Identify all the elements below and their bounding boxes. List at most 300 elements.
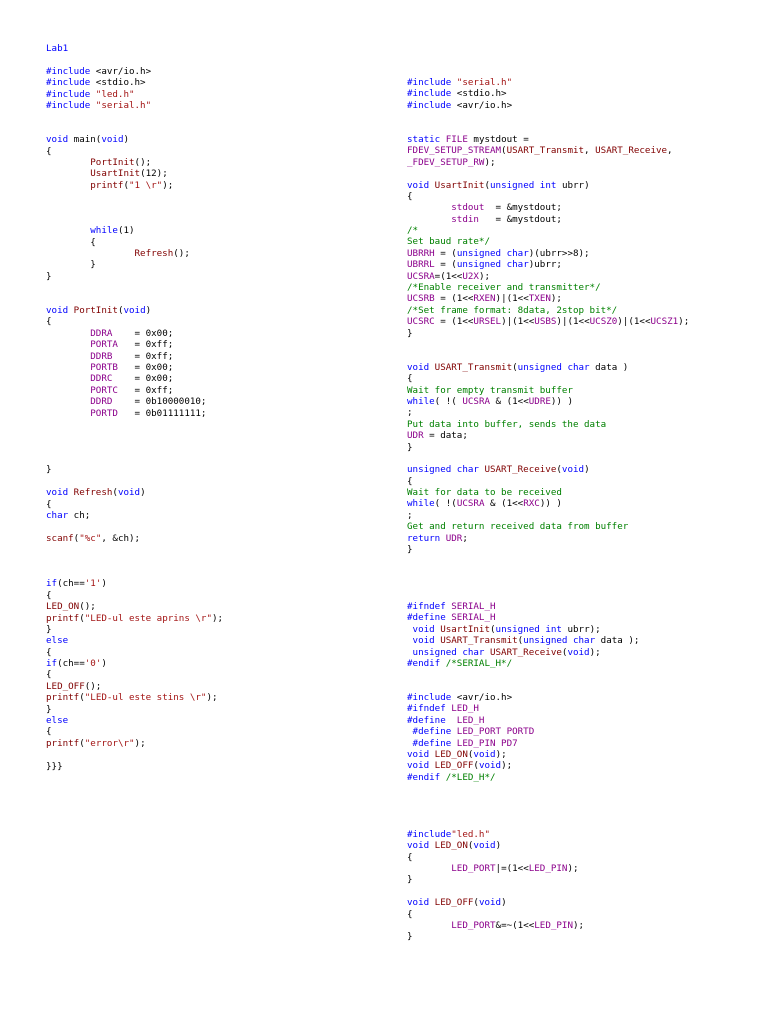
code-token: "LED-ul este aprins \r": [84, 612, 212, 624]
code-token: = &mystdout;: [484, 202, 562, 214]
code-line: [46, 77, 223, 88]
code-token: {: [46, 498, 52, 510]
code-token: printf: [46, 612, 80, 624]
code-token: PORTC: [90, 384, 118, 396]
code-token: Put data into buffer, sends the data: [407, 418, 607, 430]
code-line: [407, 783, 689, 794]
code-token: return: [407, 532, 446, 544]
code-line: [46, 726, 223, 737]
code-token: {: [46, 145, 52, 157]
code-token: <avr/io.h>: [95, 65, 152, 77]
code-token: [46, 373, 90, 384]
code-token: [46, 396, 90, 407]
code-token: (12);: [140, 168, 168, 180]
code-line: [46, 225, 223, 236]
code-line: [46, 704, 223, 715]
code-token: else: [46, 635, 69, 647]
code-token: ();: [173, 248, 190, 260]
code-token: DDRB: [90, 350, 113, 362]
code-line: [46, 111, 223, 122]
code-token: (: [79, 737, 85, 749]
code-line: [46, 590, 223, 601]
code-token: [46, 248, 135, 259]
code-token: {: [407, 190, 413, 202]
code-token: );: [478, 270, 491, 282]
code-token: LED_PORT PORTD: [456, 726, 535, 738]
code-token: ();: [134, 156, 152, 168]
code-token: unsigned int: [495, 623, 568, 635]
code-token: unsigned char: [407, 464, 485, 476]
code-token: )) ): [539, 498, 562, 510]
code-token: Refresh: [73, 487, 113, 499]
code-line: [46, 66, 223, 77]
code-line: [407, 920, 689, 931]
code-token: UsartInit: [90, 168, 141, 180]
code-token: LED_ON: [434, 749, 468, 761]
code-token: "%c": [79, 532, 102, 544]
code-token: {: [407, 373, 413, 385]
code-token: void: [407, 179, 435, 191]
code-token: (: [512, 361, 518, 373]
code-token: LED_H: [456, 714, 485, 726]
code-line: [46, 54, 223, 65]
code-token: {: [46, 726, 52, 738]
code-line: [46, 601, 223, 612]
code-token: (: [473, 760, 479, 772]
code-token: (: [79, 612, 85, 624]
code-token: }: [46, 464, 52, 476]
code-line: [407, 590, 689, 601]
code-token: [46, 408, 90, 419]
code-token: RXC: [523, 498, 540, 510]
code-line: [407, 886, 689, 897]
code-token: {: [407, 908, 413, 920]
code-token: );: [211, 612, 224, 624]
code-line: [46, 339, 223, 350]
code-token: = (1<<: [434, 316, 474, 328]
code-token: USART_Receive: [595, 145, 668, 157]
code-token: /*Enable receiver and transmitter*/: [407, 282, 601, 294]
code-line: [407, 271, 689, 282]
code-line: [407, 430, 689, 441]
code-token: if: [46, 578, 58, 590]
code-token: [46, 168, 90, 179]
code-token: USART_Receive: [484, 464, 557, 476]
code-token: void: [407, 840, 435, 852]
code-token: #include: [46, 77, 96, 89]
code-line: [407, 715, 689, 726]
code-line: [407, 442, 689, 453]
code-token: {: [46, 589, 52, 601]
code-token: data );: [600, 635, 640, 647]
code-token: #include: [46, 99, 96, 111]
code-line: [46, 157, 223, 168]
code-line: [407, 669, 689, 680]
code-line: [46, 43, 223, 54]
code-token: USART_Transmit: [434, 361, 513, 373]
code-line: [407, 111, 689, 122]
code-line: [407, 897, 689, 908]
code-token: else: [46, 715, 69, 727]
code-token: }: [407, 441, 413, 453]
code-token: #include: [407, 99, 457, 111]
code-token: = 0xff;: [117, 339, 174, 351]
code-line: [407, 293, 689, 304]
code-token: ): [101, 658, 107, 670]
code-token: /*: [407, 225, 419, 237]
code-token: while: [90, 225, 118, 237]
code-line: [407, 236, 689, 247]
code-token: #define: [407, 714, 457, 726]
code-token: #include: [407, 828, 452, 840]
code-token: );: [484, 156, 496, 168]
code-token: "serial.h": [95, 99, 152, 111]
code-token: "serial.h": [456, 77, 513, 88]
code-line: [46, 669, 223, 680]
code-token: {: [46, 669, 52, 681]
code-line: [46, 180, 223, 191]
code-token: }: [407, 544, 413, 556]
code-line: [407, 123, 689, 134]
code-line: [407, 874, 689, 885]
code-token: (: [490, 623, 496, 635]
code-token: unsigned int: [490, 179, 562, 191]
code-token: scanf: [46, 532, 74, 544]
code-token: UCSZ0: [589, 316, 618, 328]
code-token: }: [407, 874, 413, 886]
code-line: [407, 191, 689, 202]
code-token: (: [561, 646, 568, 658]
code-line: [46, 373, 223, 384]
code-token: ): [145, 304, 152, 316]
code-token: {: [46, 316, 52, 328]
code-token: (: [123, 179, 130, 191]
code-line: [46, 328, 223, 339]
code-line: [46, 396, 223, 407]
code-line: [46, 100, 223, 111]
code-token: [46, 385, 90, 396]
code-token: ,: [584, 145, 596, 157]
code-token: );: [573, 919, 585, 931]
code-line: [46, 430, 223, 441]
code-token: #define: [407, 612, 452, 624]
code-line: [46, 214, 223, 225]
code-line: [407, 567, 689, 578]
code-token: (: [117, 304, 124, 316]
code-line: [407, 214, 689, 225]
code-token: [407, 202, 451, 213]
code-line: [407, 77, 689, 88]
code-line: [407, 453, 689, 464]
code-token: }: [46, 703, 52, 715]
code-token: void: [561, 464, 585, 476]
code-line: [46, 351, 223, 362]
code-line: [46, 578, 223, 589]
code-token: UCSRA: [407, 270, 435, 282]
code-token: static: [407, 133, 446, 145]
code-token: /*Set frame format: 8data, 2stop bit*/: [407, 304, 618, 316]
code-token: =(1<<: [434, 270, 463, 282]
code-line: [46, 510, 223, 521]
code-line: [46, 453, 223, 464]
code-token: void: [567, 646, 590, 658]
code-line: [46, 613, 223, 624]
code-token: )|(1<<: [617, 316, 651, 328]
code-line: [407, 749, 689, 760]
code-token: UCSZ1: [650, 316, 679, 328]
code-line: [407, 533, 689, 544]
code-line: [46, 544, 223, 555]
code-token: DDRD: [90, 396, 113, 408]
code-token: LED_PIN PD7: [456, 737, 518, 749]
code-token: USBS: [534, 316, 557, 328]
code-token: }: [407, 931, 413, 943]
code-token: LED_PIN: [534, 919, 573, 931]
code-line: [46, 419, 223, 430]
code-token: printf: [46, 692, 80, 704]
code-line: [407, 373, 689, 384]
code-token: void: [123, 304, 146, 316]
code-token: LED_ON: [434, 840, 468, 852]
code-line: [46, 487, 223, 498]
code-token: (: [79, 692, 85, 704]
code-token: (ch==: [57, 578, 85, 590]
code-token: )|(1<<: [556, 316, 590, 328]
code-line: [407, 100, 689, 111]
code-token: );: [495, 749, 507, 761]
code-token: #define: [407, 737, 457, 749]
code-token: [46, 180, 90, 191]
code-token: LED_PIN: [528, 862, 568, 874]
code-line: [46, 761, 223, 772]
code-line: [407, 612, 689, 623]
code-line: [46, 146, 223, 157]
code-token: = 0x00;: [112, 373, 174, 385]
code-line: [407, 464, 689, 475]
code-line: [46, 271, 223, 282]
code-line: [407, 476, 689, 487]
code-token: UDR: [445, 532, 463, 544]
code-token: UCSRA: [456, 498, 485, 510]
code-token: void: [407, 623, 441, 635]
code-line: [407, 772, 689, 783]
code-token: <stdio.h>: [456, 88, 507, 100]
code-token: LED_OFF: [434, 760, 474, 772]
code-token: (1): [117, 225, 135, 237]
code-token: [407, 863, 451, 874]
code-token: SERIAL_H: [451, 612, 496, 624]
code-token: ch;: [73, 510, 91, 522]
code-token: [46, 339, 90, 350]
code-token: void: [407, 635, 441, 647]
code-token: printf: [46, 737, 80, 749]
code-token: (: [112, 487, 118, 499]
code-token: void: [473, 840, 496, 852]
code-token: = (: [434, 259, 457, 271]
code-token: ubrr): [561, 179, 590, 191]
code-token: ): [495, 840, 502, 852]
code-token: unsigned char: [407, 646, 490, 658]
code-token: PORTB: [90, 361, 118, 373]
code-token: DDRC: [90, 373, 113, 385]
code-token: {: [46, 646, 52, 658]
code-token: }: [46, 623, 52, 635]
code-line: [46, 442, 223, 453]
code-line: [46, 464, 223, 475]
code-token: (: [473, 897, 479, 909]
code-token: #include: [407, 88, 457, 100]
code-token: stdout: [451, 202, 485, 214]
code-line: [46, 521, 223, 532]
code-token: (ch==: [57, 658, 85, 670]
code-line: [407, 396, 689, 407]
code-token: Wait for empty transmit buffer: [407, 384, 573, 396]
code-token: = 0xff;: [117, 384, 174, 396]
code-line: [407, 658, 689, 669]
code-line: [407, 726, 689, 737]
code-token: UsartInit: [440, 623, 490, 635]
code-line: [407, 795, 689, 806]
code-token: #endif: [407, 657, 446, 669]
code-token: {: [407, 475, 413, 487]
code-line: [46, 191, 223, 202]
code-token: unsigned char: [517, 361, 596, 373]
code-token: void: [478, 897, 502, 909]
code-token: UCSRC: [407, 316, 435, 328]
code-token: (: [556, 464, 562, 476]
code-line: [407, 692, 689, 703]
code-line: [46, 282, 223, 293]
code-line: [407, 157, 689, 168]
code-token: );: [589, 646, 601, 658]
code-token: FILE: [445, 133, 474, 145]
code-line: [407, 88, 689, 99]
code-token: void: [407, 897, 435, 909]
code-token: ): [584, 464, 590, 476]
code-token: U2X: [462, 270, 479, 282]
code-token: [46, 157, 90, 168]
code-token: ): [101, 578, 107, 590]
code-line: [407, 259, 689, 270]
code-token: "led.h": [451, 828, 490, 840]
code-token: <avr/io.h>: [456, 692, 513, 704]
code-token: main(: [73, 134, 102, 146]
code-token: stdin: [451, 213, 479, 225]
code-line: [407, 385, 689, 396]
code-token: }: [407, 327, 413, 339]
code-line: [407, 624, 689, 635]
code-token: data ): [595, 361, 629, 373]
code-token: (: [484, 179, 491, 191]
code-line: [407, 419, 689, 430]
code-token: &=~(1<<: [495, 919, 535, 931]
code-token: LED_PORT: [451, 862, 496, 874]
code-token: );: [567, 862, 579, 874]
code-line: [46, 738, 223, 749]
code-line: [46, 385, 223, 396]
code-token: )) ): [550, 395, 574, 407]
code-token: ( !(: [434, 395, 463, 407]
code-token: = data;: [423, 430, 468, 442]
code-token: & (1<<: [490, 395, 529, 407]
code-line: [46, 202, 223, 213]
code-token: URSEL: [473, 316, 502, 328]
code-line: [407, 339, 689, 350]
code-token: & (1<<: [484, 498, 524, 510]
code-token: /*SERIAL_H*/: [445, 657, 513, 669]
code-token: PortInit: [73, 304, 118, 316]
code-line: [46, 294, 223, 305]
code-token: <stdio.h>: [95, 77, 146, 89]
code-token: LED_OFF: [46, 680, 85, 692]
code-line: [46, 408, 223, 419]
code-line: [407, 498, 689, 509]
code-token: Set baud rate*/: [407, 236, 490, 248]
code-token: )ubrr;: [528, 259, 562, 271]
code-token: }}}: [46, 760, 63, 772]
code-line: [407, 703, 689, 714]
code-token: );: [678, 316, 690, 328]
code-line: [407, 909, 689, 920]
code-token: ;: [407, 407, 413, 419]
code-line: [407, 863, 689, 874]
code-line: [46, 237, 223, 248]
code-token: void: [101, 134, 124, 146]
code-line: [46, 89, 223, 100]
code-line: [407, 578, 689, 589]
code-token: ): [140, 487, 146, 499]
code-token: void: [407, 760, 435, 772]
code-token: {: [46, 236, 96, 248]
code-token: void: [473, 749, 496, 761]
code-token: Wait for data to be received: [407, 487, 562, 499]
code-token: Refresh: [134, 248, 174, 260]
code-line: [46, 476, 223, 487]
code-token: {: [407, 851, 413, 863]
code-token: #endif: [407, 771, 446, 783]
code-line: [407, 521, 689, 532]
code-token: [46, 362, 90, 373]
code-line: [407, 635, 689, 646]
code-line: [407, 852, 689, 863]
code-line: [46, 316, 223, 327]
code-line: [407, 510, 689, 521]
code-token: #define: [407, 726, 457, 738]
code-token: "led.h": [95, 88, 135, 100]
code-line: [407, 647, 689, 658]
code-token: );: [550, 293, 562, 305]
code-line: [46, 499, 223, 510]
code-token: DDRA: [90, 327, 113, 339]
code-token: USART_Receive: [489, 646, 562, 658]
code-token: TXEN: [528, 293, 551, 305]
code-token: [407, 920, 451, 931]
code-line: [46, 259, 223, 270]
code-line: [46, 123, 223, 134]
code-line: [46, 658, 223, 669]
left-code-column: [46, 43, 223, 772]
code-token: Get and return received data from buffer: [407, 521, 629, 533]
code-line: [407, 282, 689, 293]
code-token: unsigned char: [523, 635, 601, 647]
code-token: (: [517, 635, 524, 647]
code-token: #include: [46, 88, 96, 100]
code-line: [407, 487, 689, 498]
code-line: [407, 362, 689, 373]
code-line: [407, 806, 689, 817]
code-token: = 0b01111111;: [117, 407, 207, 419]
code-token: #include: [407, 77, 457, 88]
